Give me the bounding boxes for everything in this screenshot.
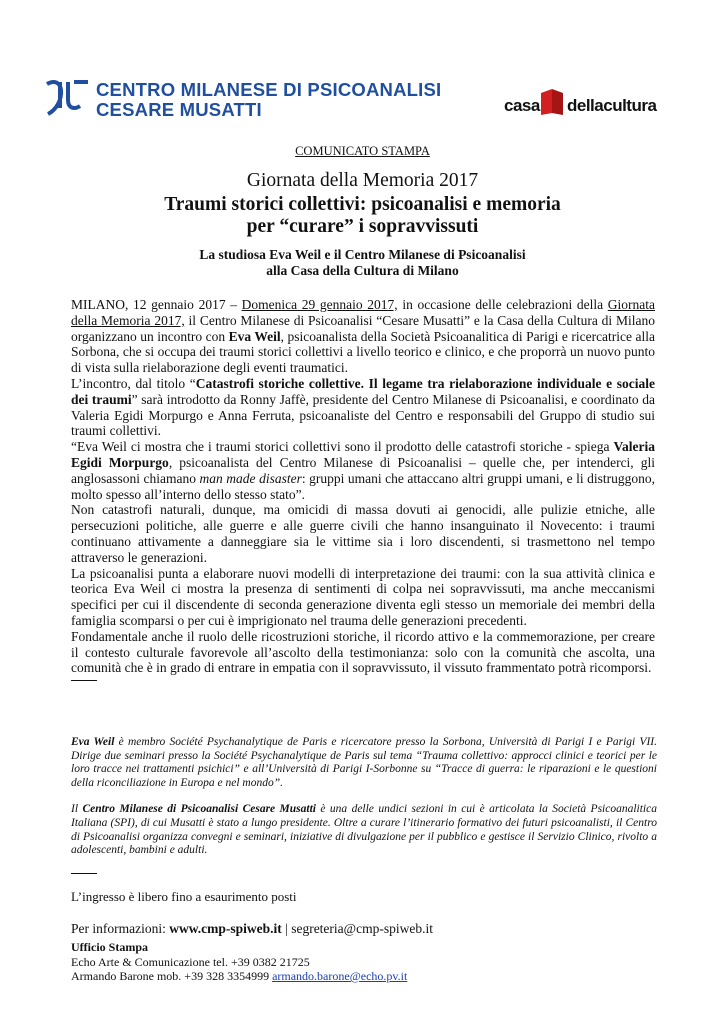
bios (71, 736, 657, 858)
contact-text: Armando Barone mob. +39 328 3354999 (71, 969, 273, 983)
subtitle-line-1: La studiosa Eva Weil e il Centro Milanese di Psicoanalisi (199, 247, 526, 262)
website-link[interactable]: www.cmp-spiweb.it (169, 921, 282, 936)
centro-milanese-logo (44, 78, 442, 124)
press-email-link[interactable]: armando.barone@echo.pv.it (272, 969, 408, 983)
casa-della-cultura-logo (501, 89, 661, 121)
paragraph-2 (71, 376, 655, 439)
paragraph-1 (71, 297, 655, 376)
speaker-name: Eva Weil (228, 328, 281, 344)
paragraph-5: La psicoanalisi punta a elaborare nuovi modelli di interpretazione dei traumi: con la sua attività clinica e teorica Eva Weil ci mostra la presenza di sentimenti di colpa nei sopravvissuti, ma anche meccanismi specifici per cui il discendente di seconda generazione diventa egli stesso un memoriale dei membri della famiglia scomparsi o per cui è imprigionato nel trauma delle generazioni precedenti. (71, 565, 655, 628)
document-label: COMUNICATO STAMPA (295, 144, 430, 158)
italic-term: man made disaster (199, 470, 302, 486)
info-label: Per informazioni: (71, 921, 170, 936)
event-name: Giornata della Memoria 2017 (246, 170, 479, 191)
bio-name: Eva Weil (71, 736, 115, 748)
text-run: , psicoanalista del Centro Milanese di Psicoanalisi – quelle che, per intenderci, gli anglosassoni chiamano (71, 454, 655, 486)
text-run: è una delle undici sezioni in cui è articolata la Società Psicoanalitica Italiana (SPI), di cui Musatti è stato a lungo presidente. Oltre a curare l’itinerario formativo dei futuri psicoanalisti, il Centro di Psicoanalisi organizza convegni e seminari, iniziative di divulgazione per il pubblico e gestisce il Servizio Clinico, rivolto a adolescenti, bambini e adulti. (71, 803, 657, 857)
talk-title: Catastrofi storiche collettive. Il legame tra rielaborazione individuale e sociale dei traumi (71, 375, 655, 407)
page-title (0, 194, 725, 238)
logo-cultura-text: dellacultura (567, 96, 657, 115)
giornata-link: Giornata della Memoria 2017, (71, 297, 655, 328)
paragraph-3 (71, 439, 655, 502)
press-office-title: Ufficio Stampa (71, 940, 148, 954)
title-line-1: Traumi storici collettivi: psicoanalisi e memoria (164, 194, 561, 215)
text-run: : gruppi umani che attaccano altri gruppi umani, e li distruggono, molto spesso all’interno dello stesso stato”. (71, 470, 655, 502)
divider (71, 873, 97, 874)
text-run: L’incontro, dal titolo “ (71, 375, 196, 391)
book-icon (539, 89, 565, 115)
logo-line-2: CESARE MUSATTI (96, 99, 262, 120)
subtitle (0, 247, 725, 279)
text-run: in occasione delle celebrazioni della (397, 297, 608, 312)
text-run: ” sarà introdotto da Ronny Jaffè, presidente del Centro Milanese di Psicoanalisi, e coordinato da Valeria Egidi Morpurgo e Anna Ferruta, psicoanaliste del Centro e responsabili del Gruppo di studio sui traumi collettivi. (71, 391, 655, 439)
bio-eva-weil (71, 736, 657, 790)
text-run: , psicoanalista della Società Psicoanalitica di Parigi e ricercatrice alla Sorbona, che si occupa dei traumi storici collettivi a livello teorico e clinico, e che proporrà un nuovo punto di vista sulla rielaborazione degli eventi traumatici. (71, 328, 656, 376)
article-body (71, 297, 655, 695)
text-run: il Centro Milanese di Psicoanalisi “Cesare Musatti” e la Casa della Cultura di Milano organizzano un incontro con (71, 312, 655, 344)
logo-line-1: CENTRO MILANESE DI PSICOANALISI (96, 79, 442, 100)
text-run: MILANO, 12 gennaio 2017 – (71, 297, 242, 312)
logo-casa-text: casa (504, 96, 540, 115)
text-run: “Eva Weil ci mostra che i traumi storici collettivi sono il prodotto delle catastrofi storiche - spiega (71, 439, 614, 455)
text-run: Il (71, 803, 83, 816)
bio-centro-name: Centro Milanese di Psicoanalisi Cesare Musatti (82, 803, 316, 816)
entry-note: L’ingresso è libero fino a esaurimento posti (71, 889, 297, 904)
spi-monogram-icon (44, 78, 90, 118)
title-line-2: per “curare” i sopravvissuti (246, 216, 479, 237)
bio-centro (71, 803, 657, 857)
info-email: | segreteria@cmp-spiweb.it (281, 921, 433, 936)
paragraph-6: Fondamentale anche il ruolo delle ricostruzioni storiche, il ricordo attivo e la commemorazione, per creare il contesto culturale favorevole all’ascolto della testimonianza: solo con la comunità che ascolta, una comunità che è in grado di entrare in empatia con il sopravvissuto, il vissuto frammentato potrà ricomporsi. (71, 628, 655, 676)
paragraph-4: Non catastrofi naturali, dunque, ma omicidi di massa dovuti ai genocidi, alle pulizie etniche, alle persecuzioni politiche, alle guerre e alle guerre civili che hanno insanguinato il Novecento: i traumi continuano attivamente a danneggiare sia le vittime sia i loro discendenti, si trasmettono nel tempo attraverso le generazioni. (71, 502, 655, 565)
press-contact-2 (71, 969, 407, 984)
event-date: Domenica 29 gennaio 2017, (241, 297, 398, 312)
press-contact-1: Echo Arte & Comunicazione tel. +39 0382 21725 (71, 955, 310, 969)
coordinator-name: Valeria Egidi Morpurgo (71, 439, 655, 470)
divider (71, 680, 97, 695)
text-run: è membro Société Psychanalytique de Paris e ricercatore presso la Sorbona, Università di Parigi I e Parigi VII. Dirige due seminari presso la Société Psychanalytique de Paris sul tema “Trauma collettivo: approcci clinici e teorici per le loro tracce nei trattamenti psichici” e all’Università di Parigi I-Sorbonne su “Tracce di guerra: le riparazioni e le questioni della riconciliazione in Europa e nel mondo”. (71, 736, 658, 789)
subtitle-line-2: alla Casa della Cultura di Milano (266, 263, 459, 278)
info-line (71, 921, 433, 937)
